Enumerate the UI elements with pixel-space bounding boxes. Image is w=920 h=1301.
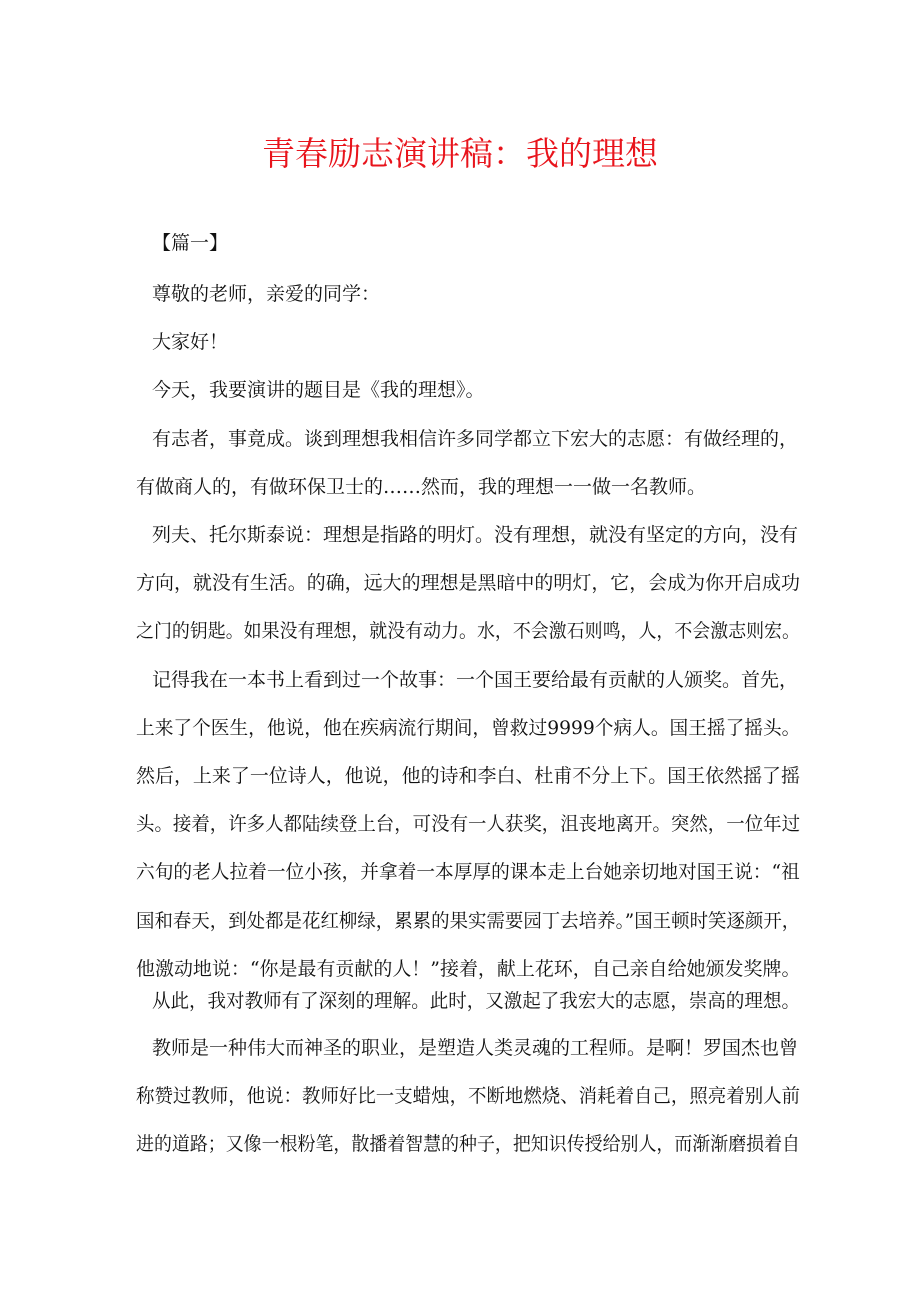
paragraph-line: 有做商人的，有做环保卫士的……然而，我的理想一一做一名教师。 xyxy=(136,476,707,498)
paragraph-line: 称赞过教师，他说：教师好比一支蜡烛，不断地燃烧、消耗着自己，照亮着别人前 xyxy=(136,1085,801,1107)
paragraph-line: 有志者，事竟成。谈到理想我相信许多同学都立下宏大的志愿：有做经理的， xyxy=(152,428,799,450)
paragraph-line: 大家好！ xyxy=(152,331,229,353)
document-title: 青春励志演讲稿：我的理想 xyxy=(262,134,658,173)
paragraph-line: 方向，就没有生活。的确，远大的理想是黑暗中的明灯，它，会成为你开启成功 xyxy=(136,572,801,594)
paragraph-line: 然后，上来了一位诗人，他说，他的诗和李白、杜甫不分上下。国王依然摇了摇 xyxy=(136,765,801,787)
paragraph-line: 尊敬的老师，亲爱的同学： xyxy=(152,283,381,305)
paragraph-line: 进的道路；又像一根粉笔，散播着智慧的种子，把知识传授给别人，而渐渐磨损着自 xyxy=(136,1133,800,1155)
paragraph-line: 六旬的老人拉着一位小孩，并拿着一本厚厚的课本走上台她亲切地对国王说：“祖 xyxy=(136,861,800,883)
paragraph-line: 今天，我要演讲的题目是《我的理想》。 xyxy=(152,379,485,401)
paragraph-line: 之门的钥匙。如果没有理想，就没有动力。水，不会激石则鸣，人，不会激志则宏。 xyxy=(136,620,800,642)
paragraph-line: 他激动地说：“你是最有贡献的人！”接着，献上花环，自己亲自给她颁发奖牌。 xyxy=(136,958,801,980)
section-label: 【篇一】 xyxy=(152,232,229,254)
paragraph-line: 列夫、托尔斯泰说：理想是指路的明灯。没有理想，就没有坚定的方向，没有 xyxy=(152,524,799,546)
paragraph-line: 记得我在一本书上看到过一个故事：一个国王要给最有贡献的人颁奖。首先， xyxy=(152,669,799,691)
paragraph-line: 上来了个医生，他说，他在疾病流行期间，曾救过9999个病人。国王摇了摇头。 xyxy=(136,717,801,739)
paragraph-line: 头。接着，许多人都陆续登上台，可没有一人获奖，沮丧地离开。突然，一位年过 xyxy=(136,813,801,835)
paragraph-line: 国和春天，到处都是花红柳绿，累累的果实需要园丁去培养。”国王顿时笑逐颜开， xyxy=(136,910,801,932)
paragraph-line: 从此，我对教师有了深刻的理解。此时，又激起了我宏大的志愿，崇高的理想。 xyxy=(152,990,800,1012)
paragraph-line: 教师是一种伟大而神圣的职业，是塑造人类灵魂的工程师。是啊！罗国杰也曾 xyxy=(152,1037,799,1059)
